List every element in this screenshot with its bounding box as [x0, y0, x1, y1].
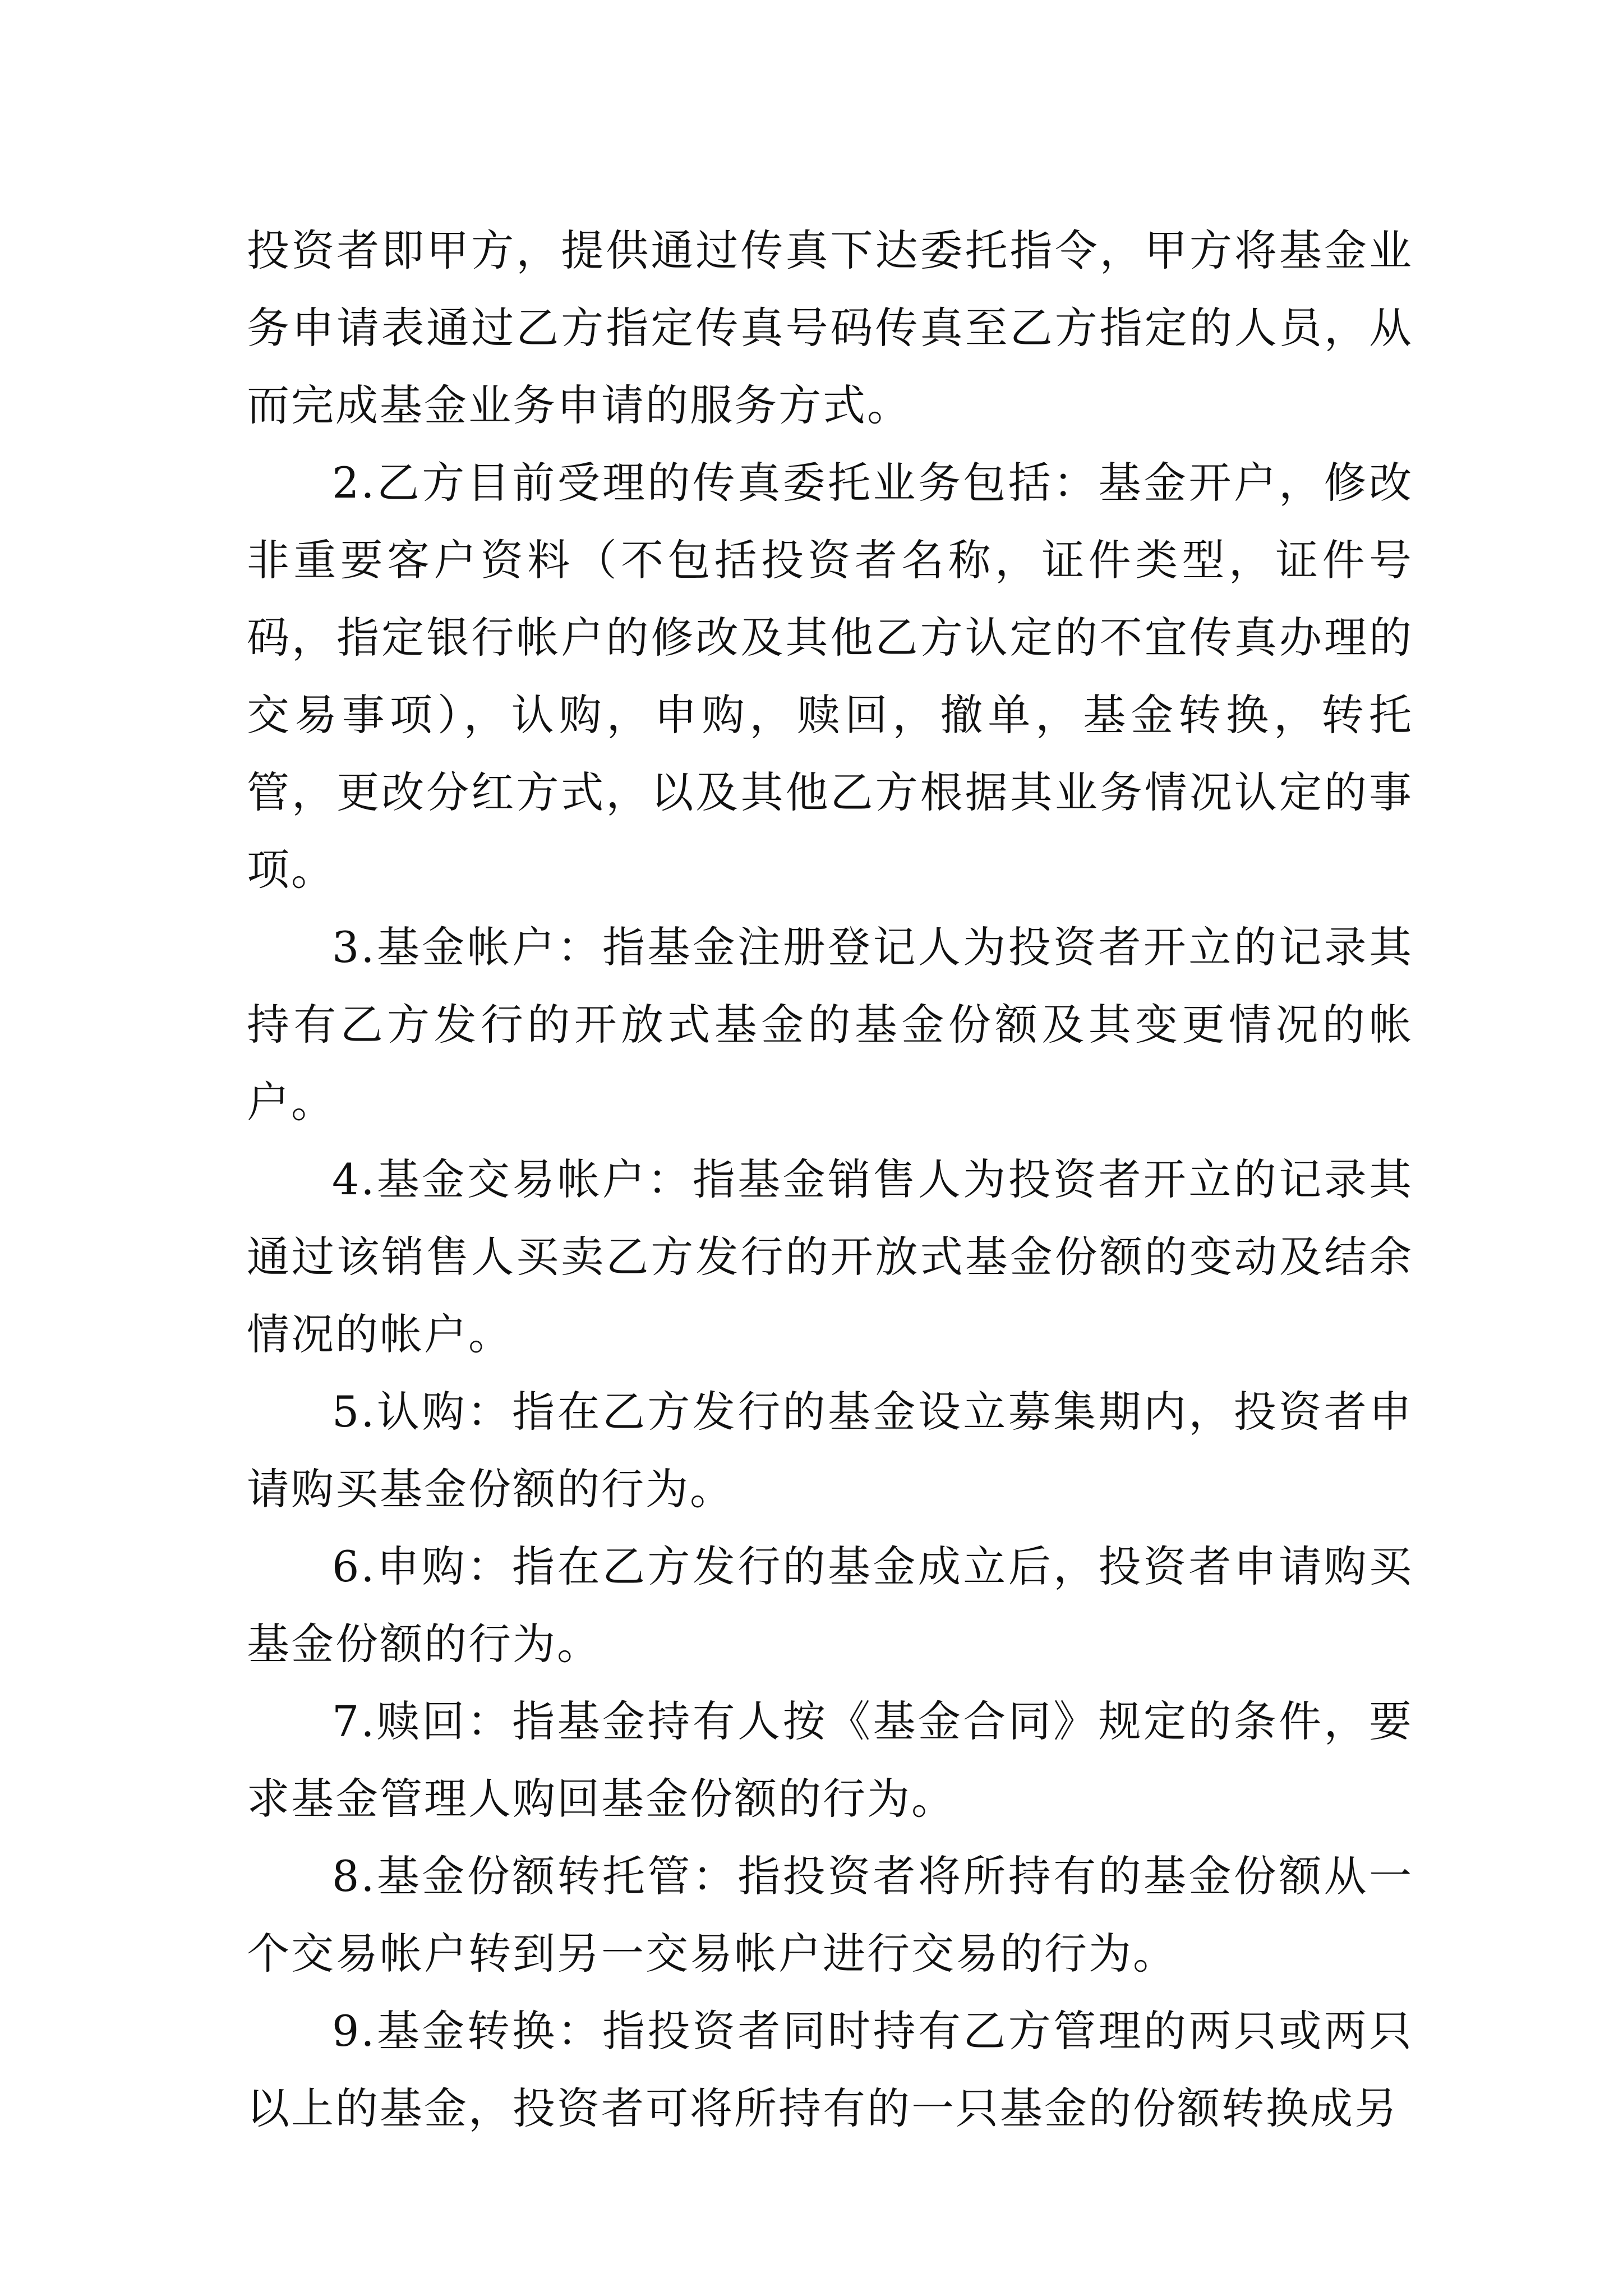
paragraph-item-5: 5.认购：指在乙方发行的基金设立募集期内，投资者申请购买基金份额的行为。 [247, 1387, 1413, 1514]
paragraph-continued: 投资者即甲方，提供通过传真下达委托指令，甲方将基金业务申请表通过乙方指定传真号码传真至乙方指定的人员，从而完成基金业务申请的服务方式。 [247, 226, 1413, 430]
paragraph-item-2: 2.乙方目前受理的传真委托业务包括：基金开户，修改非重要客户资料（不包括投资者名称，证件类型，证件号码，指定银行帐户的修改及其他乙方认定的不宜传真办理的交易事项），认购，申购，赎回，撤单，基金转换，转托管，更改分红方式，以及其他乙方根据其业务情况认定的事项。 [247, 458, 1413, 895]
document-body [247, 212, 1413, 2147]
paragraph-item-9: 9.基金转换：指投资者同时持有乙方管理的两只或两只以上的基金，投资者可将所持有的一只基金的份额转换成另 [247, 2006, 1413, 2133]
paragraph-item-6: 6.申购：指在乙方发行的基金成立后，投资者申请购买基金份额的行为。 [247, 1542, 1413, 1669]
paragraph-item-4: 4.基金交易帐户：指基金销售人为投资者开立的记录其通过该销售人买卖乙方发行的开放式基金份额的变动及结余情况的帐户。 [247, 1154, 1413, 1359]
paragraph-item-7: 7.赎回：指基金持有人按《基金合同》规定的条件，要求基金管理人购回基金份额的行为。 [247, 1696, 1413, 1824]
paragraph-item-3: 3.基金帐户：指基金注册登记人为投资者开立的记录其持有乙方发行的开放式基金的基金份额及其变更情况的帐户。 [247, 922, 1413, 1127]
paragraph-item-8: 8.基金份额转托管：指投资者将所持有的基金份额从一个交易帐户转到另一交易帐户进行交易的行为。 [247, 1851, 1413, 1978]
